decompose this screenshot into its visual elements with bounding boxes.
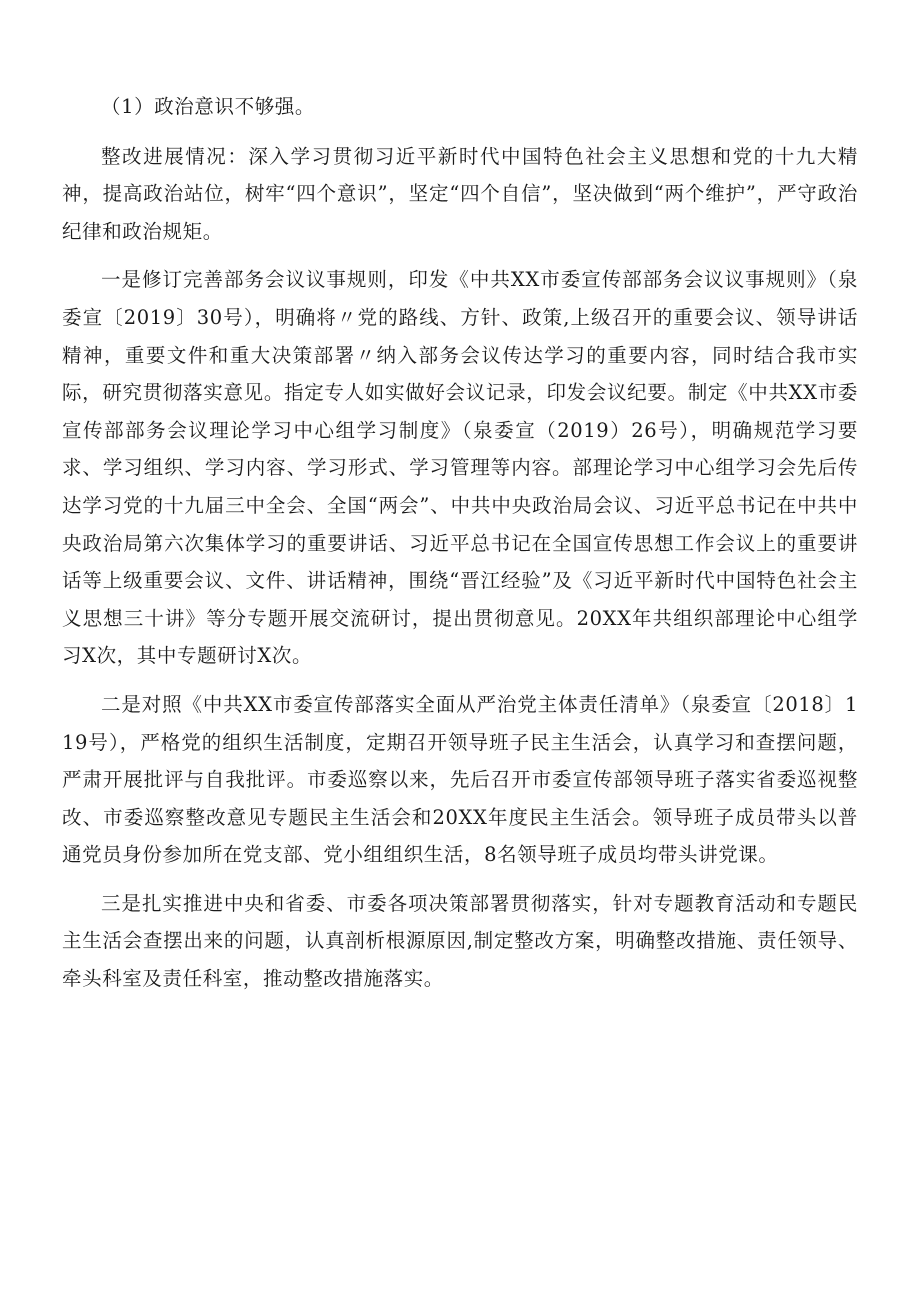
paragraph-third-measure: 三是扎实推进中央和省委、市委各项决策部署贯彻落实，针对专题教育活动和专题民主生活会查摆出来的问题，认真剖析根源原因,制定整改方案，明确整改措施、责任领导、牵头科室及责任科室，推动整改措施落实。 bbox=[62, 891, 858, 991]
paragraph-first-measure: 一是修订完善部务会议议事规则，印发《中共XX市委宣传部部务会议议事规则》（泉委宣〔2019〕30号），明确将〃党的路线、方针、政策,上级召开的重要会议、领导讲话精神，重要文件和重大决策部署〃纳入部务会议传达学习的重要内容，同时结合我市实际，研究贯彻落实意见。指定专人如实做好会议记录，印发会议纪要。制定《中共XX市委宣传部部务会议理论学习中心组学习制度》（泉委宣（2019）26号），明确规范学习要求、学习组织、学习内容、学习形式、学习管理等内容。部理论学习中心组学习会先后传达学习党的十九届三中全会、全国“两会”、中共中央政治局会议、习近平总书记在中共中央政治局第六次集体学习的重要讲话、习近平总书记在全国宣传思想工作会议上的重要讲话等上级重要会议、文件、讲话精神，围绕“晋江经验”及《习近平新时代中国特色社会主义思想三十讲》等分专题开展交流研讨，提出贯彻意见。20XX年共组织部理论中心组学习X次，其中专题研讨X次。 bbox=[62, 268, 858, 668]
paragraph-spacer bbox=[62, 250, 858, 261]
section-heading: （1）政治意识不够强。 bbox=[101, 95, 316, 118]
paragraph-second-measure: 二是对照《中共XX市委宣传部落实全面从严治党主体责任清单》（泉委宣〔2018〕119号），严格党的组织生活制度，定期召开领导班子民主生活会，认真学习和查摆问题，严肃开展批评与自我批评。市委巡察以来，先后召开市委宣传部领导班子落实省委巡视整改、市委巡察整改意见专题民主生活会和20XX年度民主生活会。领导班子成员带头以普通党员身份参加所在党支部、党小组组织生活，8名领导班子成员均带头讲党课。 bbox=[62, 692, 858, 867]
paragraph-spacer bbox=[62, 874, 858, 885]
paragraph-progress: 整改进展情况：深入学习贯彻习近平新时代中国特色社会主义思想和党的十九大精神，提高政治站位，树牢“四个意识”，坚定“四个自信”，坚决做到“两个维护”，严守政治纪律和政治规矩。 bbox=[62, 144, 858, 243]
paragraph-spacer bbox=[62, 675, 858, 686]
document-body bbox=[62, 88, 858, 998]
